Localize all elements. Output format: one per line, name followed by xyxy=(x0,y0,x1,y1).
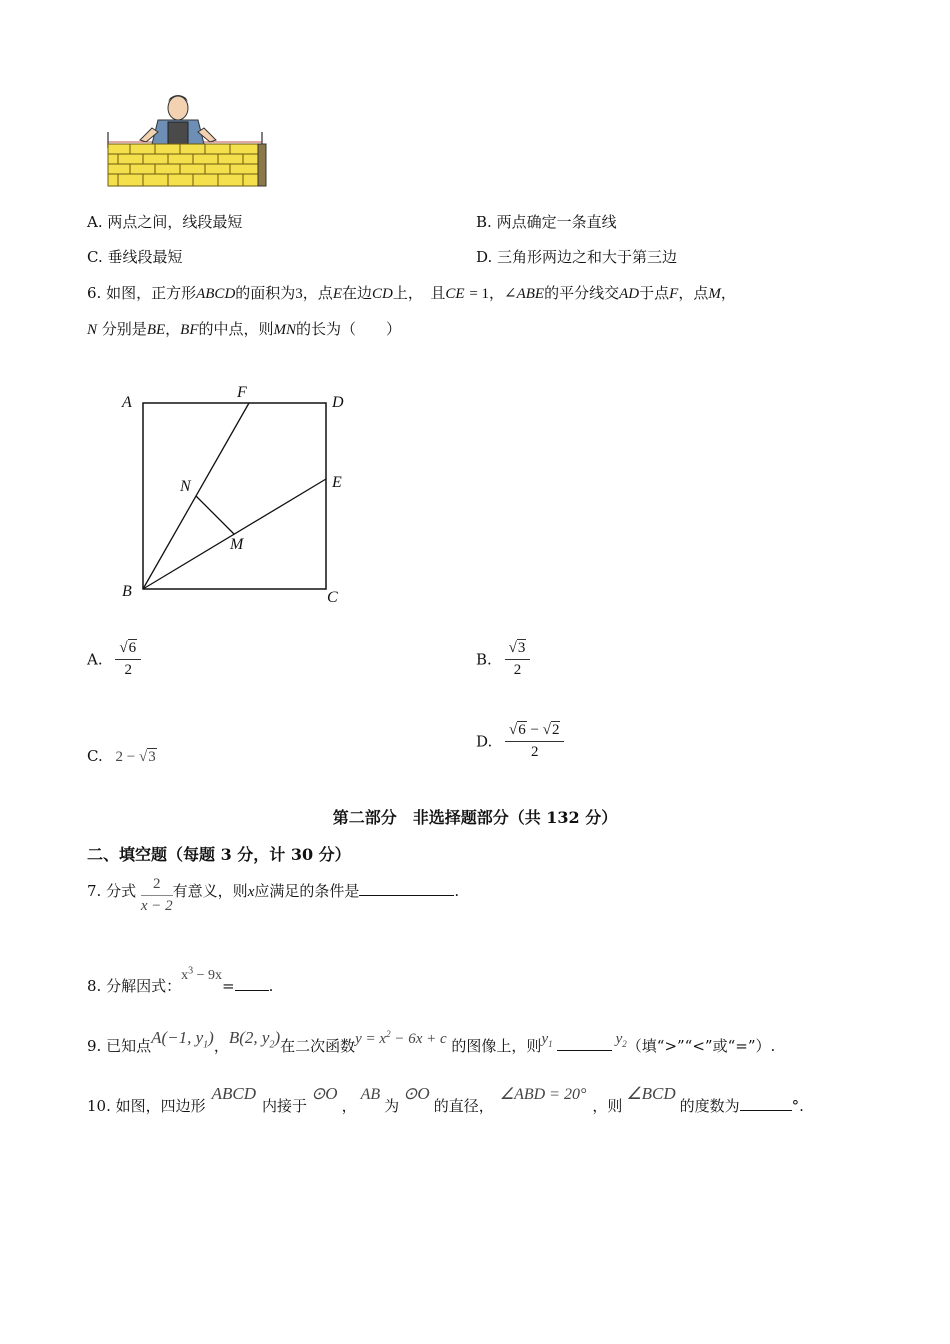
q6-option-a: A. $\frac{√6}{2}$ xyxy=(87,640,141,679)
q6-line-1: 6. 如图，正方形ABCD的面积为3，点E在边CD上， 且CE = 1，∠ABE的平分线交AD于点F，点M， xyxy=(87,284,736,302)
q6-square-figure xyxy=(110,380,360,610)
bricklayer-illustration xyxy=(100,92,275,190)
label-c: C xyxy=(327,589,338,606)
brick-wall xyxy=(108,144,266,186)
q6-option-c: C. 2 − √3 xyxy=(87,747,156,765)
label-n: N xyxy=(180,478,191,495)
answer-blank[interactable] xyxy=(740,1096,792,1111)
label-b: B xyxy=(122,583,132,600)
q6-option-d: D. $\frac{√6 - √2}{2}$ xyxy=(476,722,564,761)
answer-blank[interactable] xyxy=(557,1036,612,1051)
q5-option-d: D. 三角形两边之和大于第三边 xyxy=(476,248,678,266)
label-m: M xyxy=(230,536,244,553)
answer-blank[interactable] xyxy=(359,881,454,896)
segment-mn xyxy=(196,496,234,534)
q6-option-b: B. $\frac{√3}{2}$ xyxy=(476,640,530,679)
q5-option-a: A. 两点之间，线段最短 xyxy=(87,213,243,231)
section-fill-blank-heading: 二、填空题（每题 3 分，计 30 分） xyxy=(87,845,351,864)
question-10: 10. 如图，四边形ABCD内接于⊙O，AB为⊙O的直径，∠ABD = 20°，则∠BCD的度数为 °. xyxy=(87,1084,804,1115)
label-a: A xyxy=(122,394,132,411)
question-8: 8. 分解因式：$x^3 - 9x=$ . xyxy=(87,965,274,995)
part2-title: 第二部分 非选择题部分（共 132 分） xyxy=(332,808,618,827)
question-9: 9. 已知点A(−1, $y_1$)，B(2, $y_2$)在二次函数$y = x^2 - 6x + c$ 的图像上，则$y_1$ $y_2$（填“>”“<”或“=”）. xyxy=(87,1028,776,1055)
answer-blank[interactable] xyxy=(235,976,269,991)
label-e: E xyxy=(332,474,342,491)
segment-be xyxy=(143,479,326,589)
label-d: D xyxy=(332,394,344,411)
q5-option-b: B. 两点确定一条直线 xyxy=(476,213,617,231)
q5-option-c: C. 垂线段最短 xyxy=(87,248,183,266)
label-f: F xyxy=(237,384,247,401)
q6-line-2: N 分别是BE，BF的中点，则MN的长为（ ） xyxy=(87,320,402,338)
question-7: 7. 分式 $\frac{2}{x - 2}$ 有意义，则x应满足的条件是 . xyxy=(87,876,460,914)
